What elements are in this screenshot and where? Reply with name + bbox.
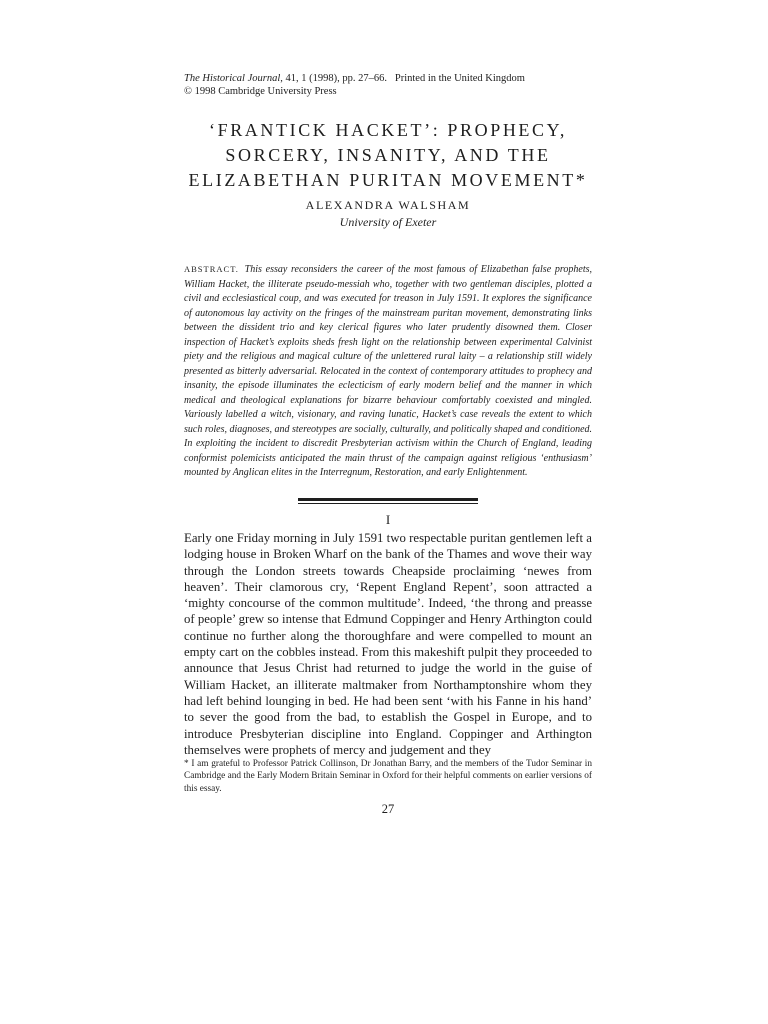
section-number: I: [385, 512, 391, 527]
footnote: * I am grateful to Professor Patrick Collinson, Dr Jonathan Barry, and the members of the Tudor Seminar in Cambridge and the Early Modern Britain Seminar in Oxford for their helpful comments on earlier versions of this essay.: [184, 759, 592, 794]
author-name: ALEXANDRA WALSHAM: [305, 198, 471, 212]
section-divider-thin: [298, 503, 478, 504]
article-title: [184, 118, 592, 193]
abstract-text: This essay reconsiders the career of the most famous of Elizabethan false prophets, William Hacket, the illiterate pseudo-messiah who, together with two gentleman disciples, plotted a civil and ecclesiastical coup, and was executed for treason in July 1591. It explores the significance of autonomous lay activity on the fringes of the mainstream puritan movement, demonstrating links between the dissident trio and key clerical figures who later prudently disowned them. Closer inspection of Hacket’s exploits sheds fresh light on the relationship between experimental Calvinist piety and the religious and magical culture of the unlettered rural laity – a relationship still widely presented as bitterly adversarial. Relocated in the context of contemporary attitudes to prophecy and insanity, the episode illuminates the eclecticism of early modern belief and the manner in which medical and theological explanations for bizarre behaviour comfortably coexisted and mingled. Variously labelled a witch, visionary, and raving lunatic, Hacket’s case reveals the extent to which such roles, diagnoses, and stereotypes are socially, culturally, and politically shaped and conditioned. In exploiting the incident to discredit Presbyterian activism within the Church of England, leading conformist polemicists anticipated the main thrust of the campaign against religious ‘enthusiasm’ mounted by Anglican elites in the Interregnum, Restoration, and early Enlightenment.: [184, 264, 593, 478]
title-line-1: ‘FRANTICK HACKET’: PROPHECY,: [209, 120, 567, 140]
author-affiliation: University of Exeter: [339, 215, 437, 229]
copyright-notice: © 1998 Cambridge University Press: [184, 86, 337, 97]
journal-citation: [184, 72, 604, 85]
page-number: 27: [381, 802, 395, 816]
journal-details: , 41, 1 (1998), pp. 27–66.: [280, 73, 387, 84]
title-line-3: ELIZABETHAN PURITAN MOVEMENT*: [188, 170, 588, 190]
journal-name: The Historical Journal: [184, 73, 281, 84]
body-paragraph: Early one Friday morning in July 1591 two respectable puritan gentlemen left a lodging house in Broken Wharf on the bank of the Thames and wove their way through the London streets towards Cheapside proclaiming ‘newes from heaven’. Their clamorous cry, ‘Repent England Repent’, soon attracted a ‘mighty concourse of the common multitude’. Indeed, ‘the throng and preasse of people’ grew so intense that Edmund Coppinger and Henry Arthington could continue no further along the thoroughfare and were compelled to mount an empty cart on the cobbles instead. From this makeshift pulpit they proceeded to announce that Jesus Christ had returned to judge the world in the guise of William Hacket, an illiterate maltmaker from Northamptonshire whom they had left behind lounging in bed. He had been sent ‘with his Fanne in his hand’ to sever the good from the bad, to establish the Gospel in Europe, and to introduce Presbyterian discipline into England. Coppinger and Arthington themselves were prophets of mercy and judgement and they: [184, 531, 592, 757]
abstract-label: ABSTRACT.: [184, 264, 239, 274]
section-divider-thick: [298, 498, 478, 501]
printed-notice: Printed in the United Kingdom: [394, 73, 525, 84]
title-line-2: SORCERY, INSANITY, AND THE: [225, 145, 551, 165]
abstract: [184, 262, 592, 481]
